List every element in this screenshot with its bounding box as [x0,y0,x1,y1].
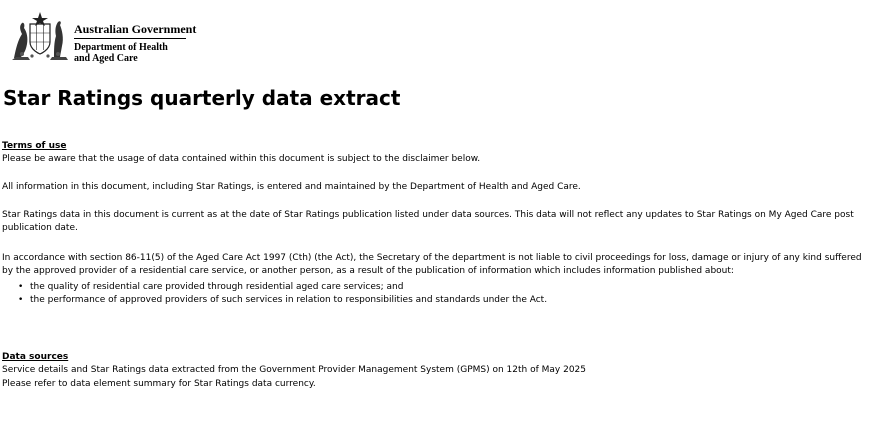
wordmark-divider [74,38,186,39]
data-sources-heading: Data sources [2,352,69,362]
data-sources-line-2: Please refer to data element summary for Star Ratings data currency. [2,379,316,389]
government-name: Australian Government [74,22,197,36]
government-logo [8,8,198,66]
coat-of-arms-icon [10,10,70,62]
department-line-1: Department of Health [74,42,168,53]
terms-paragraph-1: Please be aware that the usage of data contained within this document is subject to the disclaimer below. [2,154,481,164]
government-wordmark [74,22,196,64]
terms-of-use-heading: Terms of use [2,141,67,151]
terms-paragraph-4: In accordance with section 86-11(5) of the Aged Care Act 1997 (Cth) (the Act), the Secretary of the department is not liable to civil proceedings for loss, damage or injury of any kind suffered by the approved provider of a residential care service, or another person, as a result of the publication of information which includes information published about: [2,253,862,276]
list-item: • the performance of approved providers of such services in relation to responsibilities and standards under the Act. [2,294,547,307]
terms-paragraph-2: All information in this document, including Star Ratings, is entered and maintained by the Department of Health and Aged Care. [2,182,581,192]
terms-paragraph-3: Star Ratings data in this document is current as at the date of Star Ratings publication listed under data sources. This data will not reflect any updates to Star Ratings on My Aged Care post publication date. [2,210,854,233]
terms-bullet-list [2,281,547,307]
page-title: Star Ratings quarterly data extract [3,86,401,110]
department-line-2: and Aged Care [74,53,138,64]
list-item: • the quality of residential care provided through residential aged care services; and [2,281,547,294]
data-sources-line-1: Service details and Star Ratings data extracted from the Government Provider Management System (GPMS) on 12th of May 2025 [2,365,587,375]
